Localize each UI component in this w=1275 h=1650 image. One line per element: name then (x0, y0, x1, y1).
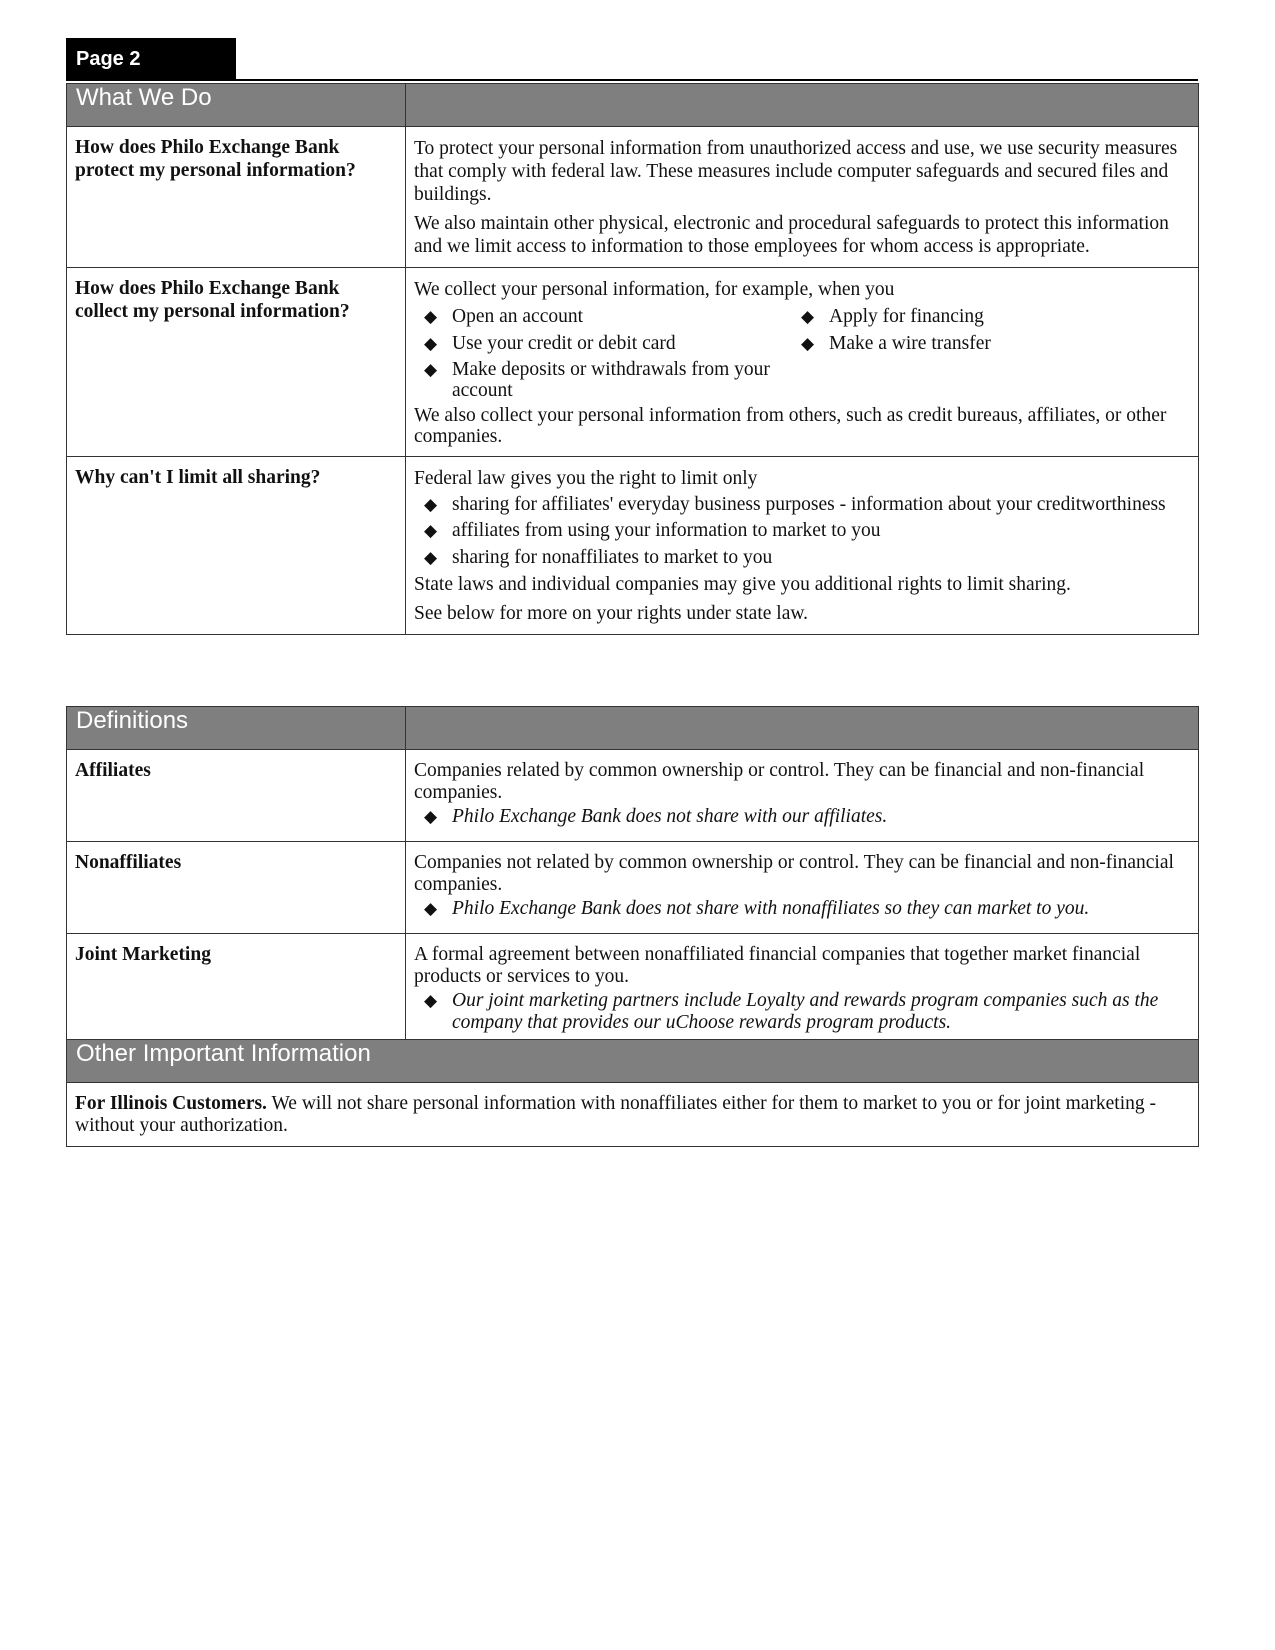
diamond-bullet-icon: ◆ (424, 548, 438, 567)
bullet-list (791, 305, 1181, 355)
section-header-row (67, 84, 1199, 127)
bullet-list (414, 898, 1190, 920)
diamond-bullet-icon: ◆ (424, 991, 438, 1010)
section-heading: Definitions (67, 707, 406, 750)
diamond-bullet-icon: ◆ (424, 495, 438, 514)
question-collect: How does Philo Exchange Bank collect my personal information? (67, 268, 406, 457)
paragraph: Companies related by common ownership or control. They can be financial and non-financial companies. (414, 760, 1145, 803)
list-item: ◆ Use your credit or debit card (424, 333, 676, 354)
diamond-bullet-icon: ◆ (424, 334, 438, 353)
notice-text: We will not share personal information with nonaffiliates either for them to market to you or for joint marketing - without your authorization. (75, 1093, 1157, 1136)
paragraph: State laws and individual companies may give you additional rights to limit sharing. (414, 574, 1071, 595)
list-item: ◆ Make deposits or withdrawals from your account (424, 359, 770, 401)
list-item: ◆ Our joint marketing partners include Loyalty and rewards program companies such as the company that provides our uChoose rewards program products. (424, 990, 1159, 1033)
other-info-table (66, 1039, 1199, 1147)
list-item: ◆ Apply for financing (801, 306, 984, 327)
paragraph: We also maintain other physical, electronic and procedural safeguards to protect this information and we limit access to information to those employees for whom access is appropriate. (414, 213, 1169, 257)
illinois-customers-notice (67, 1083, 1199, 1147)
table-row (67, 750, 1199, 842)
answer-protect (406, 127, 1199, 268)
section-header-row (67, 1040, 1199, 1083)
table-row (67, 457, 1199, 635)
list-item: ◆ sharing for affiliates' everyday business purposes - information about your creditworthiness (424, 494, 1166, 515)
paragraph: We collect your personal information, for example, when you (414, 279, 895, 300)
table-row (67, 127, 1199, 268)
what-we-do-table (66, 83, 1199, 635)
paragraph: Companies not related by common ownership or control. They can be financial and non-financial companies. (414, 852, 1174, 895)
diamond-bullet-icon: ◆ (801, 334, 815, 353)
diamond-bullet-icon: ◆ (424, 521, 438, 540)
diamond-bullet-icon: ◆ (801, 307, 815, 326)
bullet-list (414, 990, 1190, 1034)
table-row (67, 842, 1199, 934)
list-item: ◆ Open an account (424, 306, 584, 327)
term-affiliates: Affiliates (67, 750, 406, 842)
notice-lead: For Illinois Customers. (75, 1093, 267, 1114)
answer-limit (406, 457, 1199, 635)
list-item: ◆ sharing for nonaffiliates to market to you (424, 547, 773, 568)
table-row (67, 934, 1199, 1048)
term-joint-marketing: Joint Marketing (67, 934, 406, 1048)
paragraph: Federal law gives you the right to limit only (414, 468, 758, 489)
section-heading: What We Do (67, 84, 406, 127)
section-heading-blank (406, 707, 1199, 750)
page-header-rule (66, 79, 1198, 81)
table-row (67, 1083, 1199, 1147)
definition-affiliates (406, 750, 1199, 842)
section-heading-blank (406, 84, 1199, 127)
list-item: ◆ Philo Exchange Bank does not share with our affiliates. (424, 806, 888, 827)
diamond-bullet-icon: ◆ (424, 307, 438, 326)
term-nonaffiliates: Nonaffiliates (67, 842, 406, 934)
list-item: ◆ Philo Exchange Bank does not share with nonaffiliates so they can market to you. (424, 898, 1090, 919)
bullet-list (414, 806, 1190, 828)
bullet-list (414, 305, 791, 401)
section-header-row (67, 707, 1199, 750)
table-row (67, 268, 1199, 457)
definitions-table (66, 706, 1199, 1048)
paragraph: See below for more on your rights under state law. (414, 603, 809, 624)
page-number-tab: Page 2 (66, 38, 236, 80)
bullet-list (414, 494, 1190, 569)
diamond-bullet-icon: ◆ (424, 360, 438, 379)
paragraph: To protect your personal information from unauthorized access and use, we use security measures that comply with federal law. These measures include computer safeguards and secured files and buildings. (414, 138, 1178, 205)
section-heading: Other Important Information (67, 1040, 1199, 1083)
definition-joint-marketing (406, 934, 1199, 1048)
definition-nonaffiliates (406, 842, 1199, 934)
question-protect: How does Philo Exchange Bank protect my personal information? (67, 127, 406, 268)
paragraph: A formal agreement between nonaffiliated financial companies that together market financial products or services to you. (414, 944, 1141, 987)
paragraph: We also collect your personal information from others, such as credit bureaus, affiliates, or other companies. (414, 405, 1167, 447)
list-item: ◆ Make a wire transfer (801, 333, 991, 354)
diamond-bullet-icon: ◆ (424, 807, 438, 826)
list-item: ◆ affiliates from using your information to market to you (424, 520, 881, 541)
diamond-bullet-icon: ◆ (424, 899, 438, 918)
answer-collect (406, 268, 1199, 457)
collect-bullet-columns (414, 301, 1190, 405)
question-limit: Why can't I limit all sharing? (67, 457, 406, 635)
